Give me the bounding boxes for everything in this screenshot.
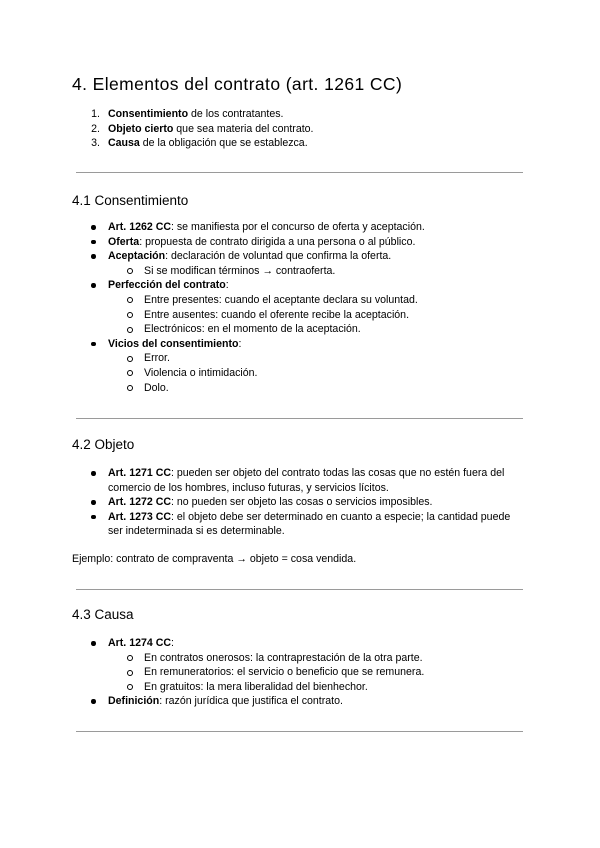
bullet-icon — [91, 225, 96, 230]
list-item: 3. Causa de la obligación que se establezca. — [0, 136, 600, 151]
circle-bullet-icon — [127, 655, 133, 661]
causa-list — [0, 636, 600, 709]
circle-bullet-icon — [127, 370, 133, 376]
example-paragraph: Ejemplo: contrato de compraventa → objeto = cosa vendida. — [72, 553, 357, 565]
list-item: 2. Objeto cierto que sea materia del contrato. — [0, 122, 600, 137]
circle-bullet-icon — [127, 327, 133, 333]
divider — [76, 172, 523, 173]
list-number: 2. — [91, 122, 100, 135]
section-title-objeto: 4.2 Objeto — [72, 437, 135, 452]
list-item: Aceptación: declaración de voluntad que confirma la oferta. — [0, 249, 600, 264]
sub-list-item: Si se modifican términos → contraoferta. — [0, 264, 600, 279]
sub-list-item: En remuneratorios: el servicio o beneficio que se remunera. — [0, 665, 600, 680]
sub-list-item: En contratos onerosos: la contraprestación de la otra parte. — [0, 651, 600, 666]
section-title-consentimiento: 4.1 Consentimiento — [72, 193, 189, 208]
list-number: 3. — [91, 137, 100, 150]
circle-bullet-icon — [127, 312, 133, 318]
bullet-icon — [91, 471, 96, 476]
circle-bullet-icon — [127, 684, 133, 690]
circle-bullet-icon — [127, 356, 133, 362]
list-item: Art. 1274 CC: — [0, 636, 600, 651]
bullet-icon — [91, 699, 96, 704]
sub-list-item: Dolo. — [0, 381, 600, 396]
list-item: Oferta: propuesta de contrato dirigida a una persona o al público. — [0, 235, 600, 250]
bullet-icon — [91, 283, 96, 288]
section-title-causa: 4.3 Causa — [72, 607, 134, 622]
list-item: Art. 1273 CC: el objeto debe ser determinado en cuanto a especie; la cantidad puede ser indeterminada si es determinable. — [0, 510, 600, 539]
sub-list-item: Violencia o intimidación. — [0, 366, 600, 381]
consentimiento-list — [0, 220, 600, 395]
document-title: 4. Elementos del contrato (art. 1261 CC) — [72, 74, 403, 94]
sub-list-item: En gratuitos: la mera liberalidad del bienhechor. — [0, 680, 600, 695]
list-item: Definición: razón jurídica que justifica el contrato. — [0, 694, 600, 709]
objeto-list — [0, 466, 600, 539]
list-item: 1. Consentimiento de los contratantes. — [0, 107, 600, 122]
list-number: 1. — [91, 108, 100, 120]
circle-bullet-icon — [127, 670, 133, 676]
sub-list-item: Error. — [0, 351, 600, 366]
bullet-icon — [91, 515, 96, 520]
divider — [76, 418, 523, 419]
list-item: Vicios del consentimiento: — [0, 337, 600, 352]
list-item: Art. 1271 CC: pueden ser objeto del contrato todas las cosas que no estén fuera del comercio de los hombres, incluso futuras, y servicios lícitos. — [0, 466, 600, 495]
elements-list — [0, 107, 600, 151]
list-item: Perfección del contrato: — [0, 278, 600, 293]
bullet-icon — [91, 342, 96, 347]
circle-bullet-icon — [127, 385, 133, 391]
bullet-icon — [91, 240, 96, 245]
bullet-icon — [91, 254, 96, 259]
bullet-icon — [91, 641, 96, 646]
circle-bullet-icon — [127, 297, 133, 303]
divider — [76, 589, 523, 590]
list-item: Art. 1272 CC: no pueden ser objeto las cosas o servicios imposibles. — [0, 495, 600, 510]
bullet-icon — [91, 500, 96, 505]
list-item: Art. 1262 CC: se manifiesta por el concurso de oferta y aceptación. — [0, 220, 600, 235]
sub-list-item: Entre ausentes: cuando el oferente recibe la aceptación. — [0, 308, 600, 323]
divider — [76, 731, 523, 732]
circle-bullet-icon — [127, 268, 133, 274]
sub-list-item: Entre presentes: cuando el aceptante declara su voluntad. — [0, 293, 600, 308]
sub-list-item: Electrónicos: en el momento de la aceptación. — [0, 322, 600, 337]
